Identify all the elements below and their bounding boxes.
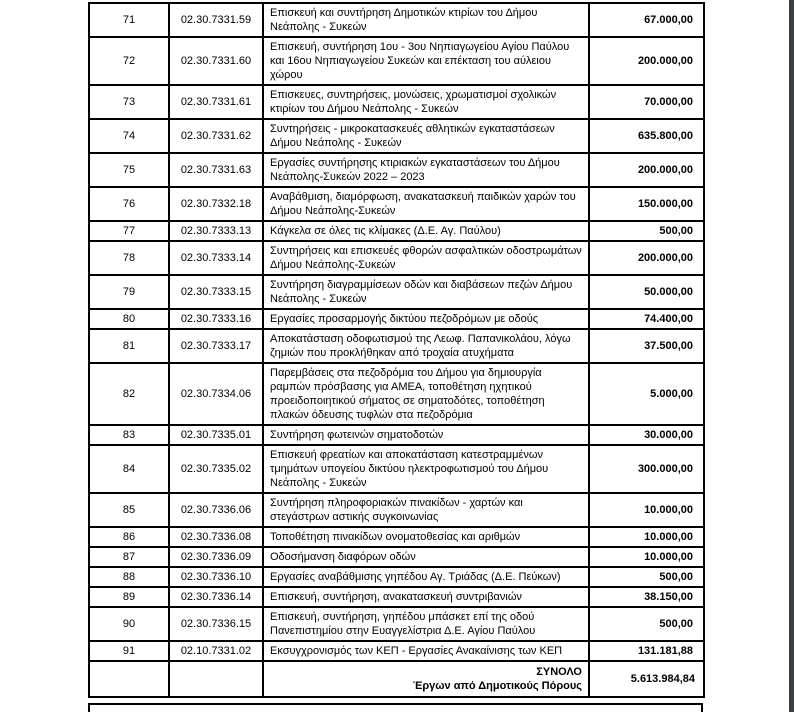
description-cell: Επισκευή φρεατίων και αποκατάσταση κατεστραμμένων τμημάτων υπογείου δικτύου ηλεκτροφωτισμού του Δήμου Νεάπολης - Συκεών <box>263 445 589 493</box>
table-row <box>89 153 704 187</box>
budget-code-cell: 02.30.7332.18 <box>169 187 263 221</box>
row-number-cell: 81 <box>89 329 169 363</box>
budget-code-cell: 02.30.7336.08 <box>169 527 263 547</box>
description-cell: Οδοσήμανση διαφόρων οδών <box>263 547 589 567</box>
amount-cell: 74.400,00 <box>589 309 704 329</box>
description-cell: Αποκατάσταση οδοφωτισμού της Λεωφ. Παπανικολάου, λόγω ζημιών που προκλήθηκαν από τροχαία ατυχήματα <box>263 329 589 363</box>
row-number-cell: 84 <box>89 445 169 493</box>
budget-table-container <box>88 2 705 712</box>
budget-code-cell: 02.30.7335.01 <box>169 425 263 445</box>
total-row-number-cell <box>89 661 169 697</box>
row-number-cell: 79 <box>89 275 169 309</box>
budget-code-cell: 02.30.7335.02 <box>169 445 263 493</box>
amount-cell: 200.000,00 <box>589 241 704 275</box>
table-row <box>89 221 704 241</box>
amount-cell: 200.000,00 <box>589 153 704 187</box>
budget-code-cell: 02.30.7331.59 <box>169 3 263 37</box>
budget-code-cell: 02.30.7333.13 <box>169 221 263 241</box>
row-number-cell: 86 <box>89 527 169 547</box>
amount-cell: 500,00 <box>589 221 704 241</box>
table-row <box>89 241 704 275</box>
table-row <box>89 85 704 119</box>
description-cell: Τοποθέτηση πινακίδων ονοματοθεσίας και αριθμών <box>263 527 589 547</box>
table-row <box>89 3 704 37</box>
description-cell: Επισκευή, συντήρηση, ανακατασκευή συντριβανιών <box>263 587 589 607</box>
row-number-cell: 87 <box>89 547 169 567</box>
amount-cell: 30.000,00 <box>589 425 704 445</box>
table-row <box>89 425 704 445</box>
amount-cell: 635.800,00 <box>589 119 704 153</box>
description-cell: Εργασίες αναβάθμισης γηπέδου Αγ. Τριάδας (Δ.Ε. Πεύκων) <box>263 567 589 587</box>
amount-cell: 500,00 <box>589 607 704 641</box>
amount-cell: 5.000,00 <box>589 363 704 425</box>
description-cell: Συντηρήσεις και επισκευές φθορών ασφαλτικών οδοστρωμάτων Δήμου Νεάπολης-Συκεών <box>263 241 589 275</box>
budget-code-cell: 02.30.7333.15 <box>169 275 263 309</box>
table-row <box>89 445 704 493</box>
amount-cell: 300.000,00 <box>589 445 704 493</box>
row-number-cell: 78 <box>89 241 169 275</box>
table-row <box>89 275 704 309</box>
description-cell: Εργασίες συντήρησης κτιριακών εγκαταστάσεων του Δήμου Νεάπολης-Συκεών 2022 – 2023 <box>263 153 589 187</box>
row-number-cell: 90 <box>89 607 169 641</box>
table-row <box>89 547 704 567</box>
table-row <box>89 607 704 641</box>
table-row <box>89 119 704 153</box>
amount-cell: 131.181,88 <box>589 641 704 661</box>
amount-cell: 50.000,00 <box>589 275 704 309</box>
budget-code-cell: 02.30.7336.06 <box>169 493 263 527</box>
total-amount: 5.613.984,84 <box>589 661 704 697</box>
budget-code-cell: 02.30.7333.14 <box>169 241 263 275</box>
row-number-cell: 75 <box>89 153 169 187</box>
budget-table-total-body <box>89 661 704 697</box>
budget-code-cell: 02.30.7334.06 <box>169 363 263 425</box>
budget-code-cell: 02.30.7336.10 <box>169 567 263 587</box>
amount-cell: 10.000,00 <box>589 547 704 567</box>
row-number-cell: 74 <box>89 119 169 153</box>
table-row <box>89 527 704 547</box>
amount-cell: 500,00 <box>589 567 704 587</box>
amount-cell: 150.000,00 <box>589 187 704 221</box>
budget-code-cell: 02.30.7336.09 <box>169 547 263 567</box>
total-row-code-cell <box>169 661 263 697</box>
description-cell: Επισκευες, συντηρήσεις, μονώσεις, χρωματισμοί σχολικών κτιρίων του Δήμου Νεάπολης - Συκεών <box>263 85 589 119</box>
description-cell: Κάγκελα σε όλες τις κλίμακες (Δ.Ε. Αγ. Παύλου) <box>263 221 589 241</box>
row-number-cell: 83 <box>89 425 169 445</box>
budget-code-cell: 02.30.7331.62 <box>169 119 263 153</box>
amount-cell: 200.000,00 <box>589 37 704 85</box>
total-label-line2: Έργων από Δημοτικούς Πόρους <box>412 680 582 692</box>
total-label-line1: ΣΥΝΟΛΟ <box>536 666 582 678</box>
budget-code-cell: 02.30.7331.60 <box>169 37 263 85</box>
budget-code-cell: 02.30.7331.63 <box>169 153 263 187</box>
table-row <box>89 587 704 607</box>
budget-code-cell: 02.30.7333.17 <box>169 329 263 363</box>
row-number-cell: 82 <box>89 363 169 425</box>
table-row <box>89 329 704 363</box>
table-row <box>89 187 704 221</box>
table-row <box>89 363 704 425</box>
description-cell: Συντήρηση φωτεινών σηματοδοτών <box>263 425 589 445</box>
amount-cell: 37.500,00 <box>589 329 704 363</box>
next-table-partial-row <box>88 703 703 712</box>
budget-table-body <box>89 3 704 661</box>
table-row <box>89 493 704 527</box>
amount-cell: 10.000,00 <box>589 527 704 547</box>
row-number-cell: 85 <box>89 493 169 527</box>
description-cell: Επισκευή και συντήρηση Δημοτικών κτιρίων του Δήμου Νεάπολης - Συκεών <box>263 3 589 37</box>
row-number-cell: 89 <box>89 587 169 607</box>
budget-code-cell: 02.30.7333.16 <box>169 309 263 329</box>
row-number-cell: 80 <box>89 309 169 329</box>
row-number-cell: 77 <box>89 221 169 241</box>
window-edge-bar <box>789 0 794 712</box>
description-cell: Επισκευή, συντήρηση, γηπέδου μπάσκετ επί της οδού Πανεπιστημίου στην Ευαγγελίστρια Δ.Ε. Αγίου Παύλου <box>263 607 589 641</box>
amount-cell: 10.000,00 <box>589 493 704 527</box>
description-cell: Εργασίες προσαρμογής δικτύου πεζοδρόμων με οδούς <box>263 309 589 329</box>
description-cell: Παρεμβάσεις στα πεζοδρόμια του Δήμου για δημιουργία ραμπών πρόσβασης για ΑΜΕΑ, τοποθέτηση ηχητικού προειδοποιητικού σήματος σε σηματοδότες, τοποθέτηση πλακών όδευσης τυφλών στα πεζοδρόμια <box>263 363 589 425</box>
budget-code-cell: 02.30.7336.14 <box>169 587 263 607</box>
budget-code-cell: 02.30.7336.15 <box>169 607 263 641</box>
table-row <box>89 567 704 587</box>
amount-cell: 38.150,00 <box>589 587 704 607</box>
description-cell: Συντήρηση διαγραμμίσεων οδών και διαβάσεων πεζών Δήμου Νεάπολης - Συκεών <box>263 275 589 309</box>
table-row <box>89 309 704 329</box>
row-number-cell: 71 <box>89 3 169 37</box>
description-cell: Συντηρήσεις - μικροκατασκευές αθλητικών εγκαταστάσεων Δήμου Νεάπολης - Συκεών <box>263 119 589 153</box>
row-number-cell: 88 <box>89 567 169 587</box>
description-cell: Αναβάθμιση, διαμόρφωση, ανακατασκευή παιδικών χαρών του Δήμου Νεάπολης-Συκεών <box>263 187 589 221</box>
row-number-cell: 73 <box>89 85 169 119</box>
amount-cell: 70.000,00 <box>589 85 704 119</box>
row-number-cell: 72 <box>89 37 169 85</box>
total-label <box>263 661 589 697</box>
row-number-cell: 76 <box>89 187 169 221</box>
budget-code-cell: 02.30.7331.61 <box>169 85 263 119</box>
amount-cell: 67.000,00 <box>589 3 704 37</box>
total-row <box>89 661 704 697</box>
budget-code-cell: 02.10.7331.02 <box>169 641 263 661</box>
description-cell: Συντήρηση πληροφοριακών πινακίδων - χαρτών και στεγάστρων αστικής συγκοινωνίας <box>263 493 589 527</box>
table-row <box>89 641 704 661</box>
budget-table <box>88 2 705 698</box>
description-cell: Εκσυγχρονισμός των ΚΕΠ - Εργασίες Ανακαίνισης των ΚΕΠ <box>263 641 589 661</box>
description-cell: Επισκευή, συντήρηση 1ου - 3ου Νηπιαγωγείου Αγίου Παύλου και 16ου Νηπιαγωγείου Συκεών και επέκταση του αύλειου χώρου <box>263 37 589 85</box>
row-number-cell: 91 <box>89 641 169 661</box>
table-row <box>89 37 704 85</box>
